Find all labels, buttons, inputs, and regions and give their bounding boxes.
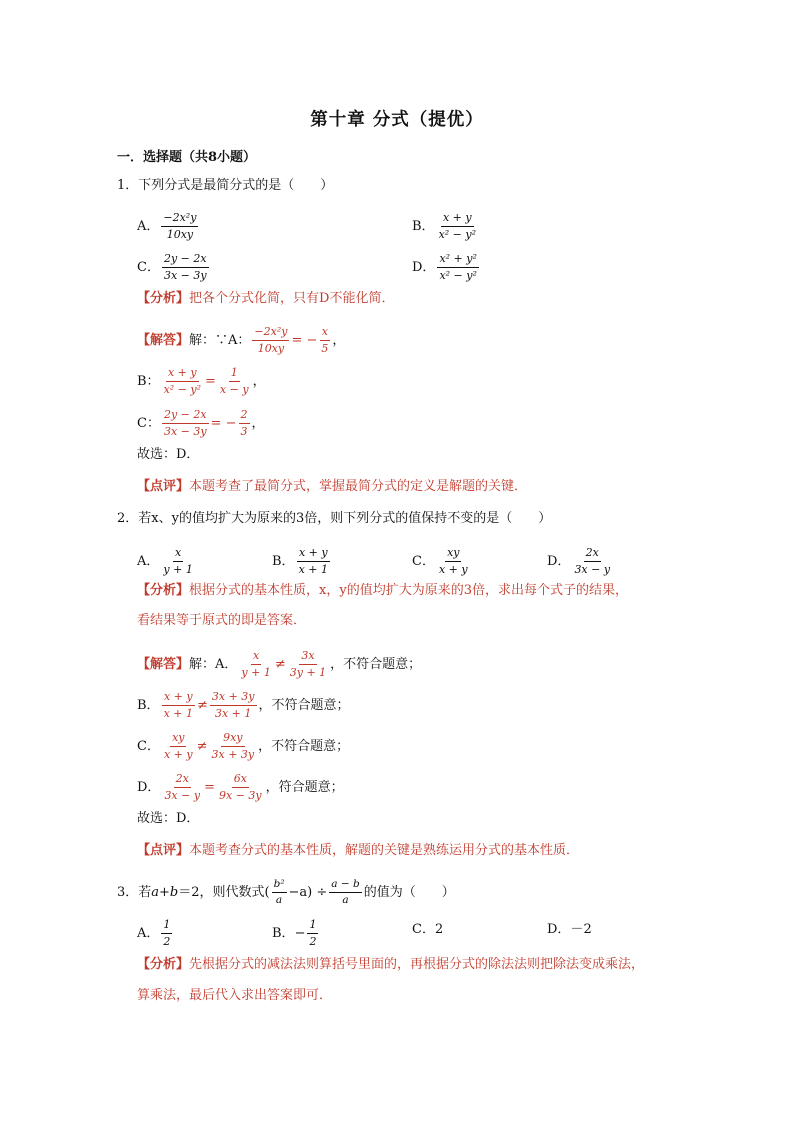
q2-option-b: B． $\frac{x + y}{x + 1}$ <box>272 546 328 576</box>
q2-solution-a: 【解答】 解：A． $\frac{x}{y + 1}$ ≠ $\frac{3x}{3y + 1}$ ，不符合题意； <box>137 649 422 679</box>
q1-choose: 故选：D． <box>137 447 200 462</box>
q1-analysis: 【分析】 把各个分式化简，只有D不能化简． <box>137 291 395 306</box>
q3-option-c: C． 2 <box>412 922 444 937</box>
q1-solution-a: 【解答】 解：∵A： $\frac{\text{−2x²y}}{10xy}$ = − $\frac{x}{5}$ ， <box>137 325 346 355</box>
q2-option-a: A． $\frac{x}{y + 1}$ <box>137 546 193 576</box>
q2-comment: 【点评】 本题考查分式的基本性质，解题的关键是熟练运用分式的基本性质． <box>137 843 580 858</box>
q3-option-a: A． $\frac{1}{2}$ <box>137 918 171 948</box>
q1-solution-c: C： $\frac{2y - 2x}{3x - 3y}$ = − $\frac{2}{3}$ ， <box>137 408 265 438</box>
q3-option-b: B． − $\frac{1}{2}$ <box>272 918 317 948</box>
q2-solution-d: D． $\frac{2x}{3x - y}$ = $\frac{6x}{9x - 3y}$ ，符合题意； <box>137 772 344 802</box>
page-title: 第十章 分式（提优） <box>310 110 484 130</box>
q3-analysis-line2: 算乘法，最后代入求出答案即可． <box>137 988 333 1003</box>
q1-option-b: B． $\frac{x + y}{\text{x² − y²}}$ <box>412 211 477 241</box>
q2-option-c: C． $\frac{xy}{x + y}$ <box>412 546 468 576</box>
q2-stem: 2．若x、y的值均扩大为原来的3倍，则下列分式的值保持不变的是（ ） <box>117 511 552 526</box>
q1-option-c: C． $\frac{2y - 2x}{3x - 3y}$ <box>137 252 207 282</box>
q2-analysis-line1: 【分析】 根据分式的基本性质，x，y的值均扩大为原来的3倍，求出每个式子的结果， <box>137 583 628 598</box>
q3-stem: 3．若 a+b ＝2，则代数式( $\frac{\text{b²}}{a}$ −a) ÷ $\frac{a - b}{a}$ 的值为（ ） <box>117 878 455 907</box>
q2-solution-c: C． $\frac{xy}{x + y}$ ≠ $\frac{9xy}{3x + 3y}$ ，不符合题意； <box>137 731 350 761</box>
q2-option-d: D． $\frac{2x}{3x - y}$ <box>547 546 611 576</box>
q3-analysis-line1: 【分析】 先根据分式的减法法则算括号里面的，再根据分式的除法法则把除法变成乘法， <box>137 957 645 972</box>
q2-solution-b: B． $\frac{x + y}{x + 1}$ ≠ $\frac{3x + 3y}{3x + 1}$ ，不符合题意； <box>137 690 350 720</box>
q1-solution-b: B： $\frac{x + y}{\text{x² − y²}}$ = $\frac{1}{x - y}$ ， <box>137 366 266 396</box>
q2-choose: 故选：D． <box>137 811 200 826</box>
section-heading: 一．选择题（共8小题） <box>117 150 257 165</box>
q1-option-d: D． $\frac{\text{x² + y²}}{\text{x² − y²}}$ <box>412 252 477 282</box>
q1-stem: 1．下列分式是最简分式的是（ ） <box>117 178 334 193</box>
q1-comment: 【点评】 本题考查了最简分式，掌握最简分式的定义是解题的关键． <box>137 479 528 494</box>
q3-option-d: D． －2 <box>547 922 592 937</box>
q1-option-a: A． $\frac{\text{−2x²y}}{10xy}$ <box>137 211 197 241</box>
q2-analysis-line2: 看结果等于原式的即是答案． <box>137 613 307 628</box>
